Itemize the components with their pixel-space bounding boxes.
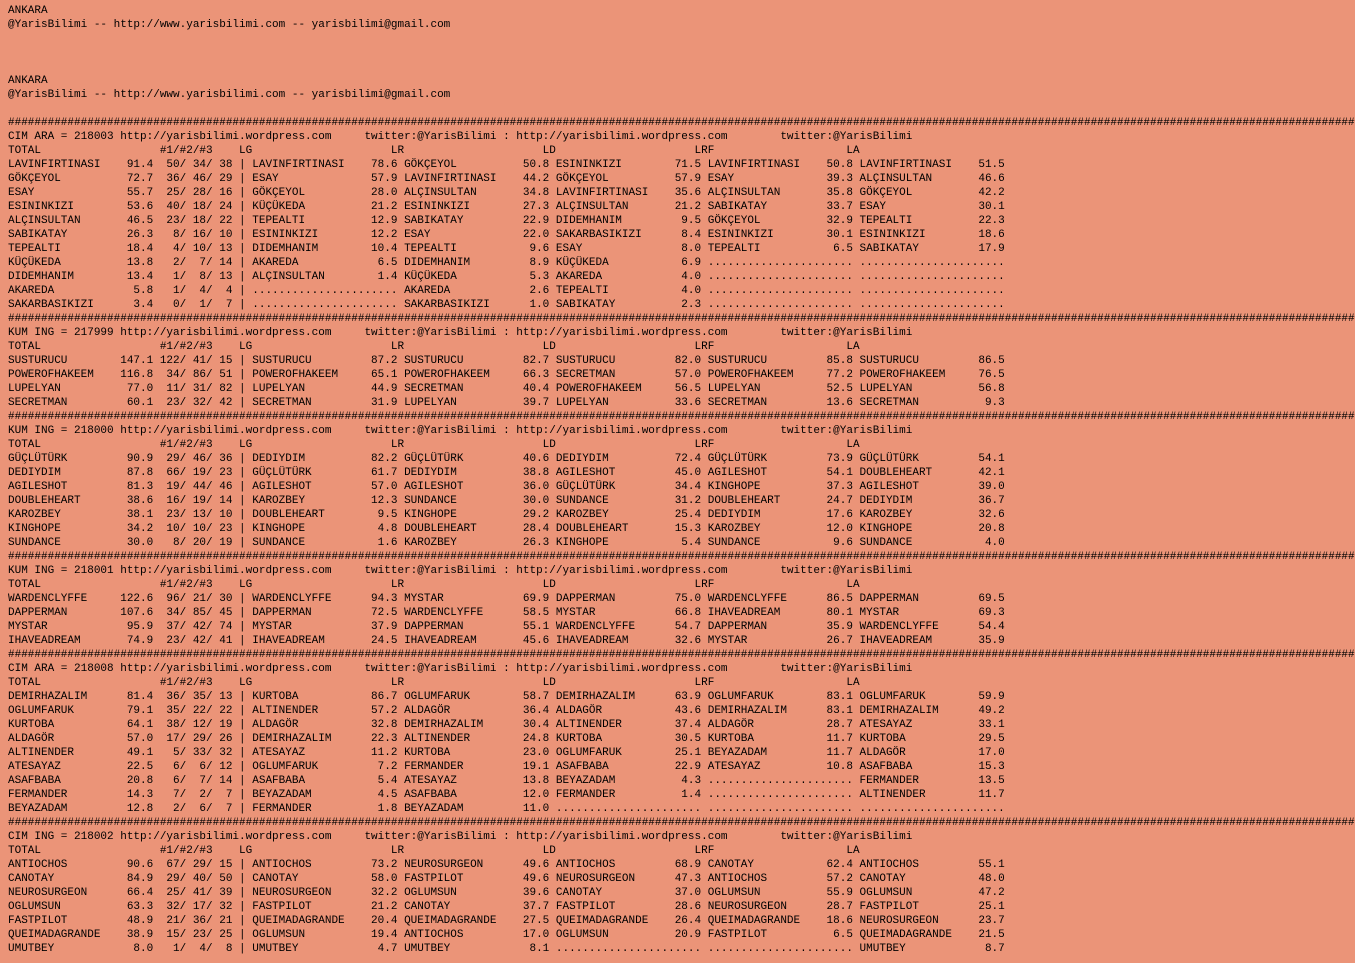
horse-row: AKAREDA 5.8 1/ 4/ 4 | ...................... AKAREDA 2.6 TEPEALTI 4.0 ...................... ...................... xyxy=(8,285,1005,297)
horse-row: DEDIYDIM 87.8 66/ 19/ 23 | GÜÇLÜTÜRK 61.7 DEDIYDIM 38.8 AGILESHOT 45.0 AGILESHOT 54.1 DOUBLEHEART 42.1 xyxy=(8,467,1005,479)
horse-row: WARDENCLYFFE 122.6 96/ 21/ 30 | WARDENCLYFFE 94.3 MYSTAR 69.9 DAPPERMAN 75.0 WARDENCLYFFE 86.5 DAPPERMAN 69.5 xyxy=(8,593,1005,605)
horse-row: LAVINFIRTINASI 91.4 50/ 34/ 38 | LAVINFIRTINASI 78.6 GÖKÇEYOL 50.8 ESININKIZI 71.5 LAVINFIRTINASI 50.8 LAVINFIRTINASI 51.5 xyxy=(8,159,1005,171)
horse-row: ATESAYAZ 22.5 6/ 6/ 12 | OGLUMFARUK 7.2 FERMANDER 19.1 ASAFBABA 22.9 ATESAYAZ 10.8 ASAFBABA 15.3 xyxy=(8,761,1005,773)
horse-row: KINGHOPE 34.2 10/ 10/ 23 | KINGHOPE 4.8 DOUBLEHEART 28.4 DOUBLEHEART 15.3 KAROZBEY 12.0 KINGHOPE 20.8 xyxy=(8,523,1005,535)
race-header: KUM ING = 218000 http://yarisbilimi.wordpress.com twitter:@YarisBilimi : http://yarisbilimi.wordpress.com twitter:@YarisBilimi xyxy=(8,425,913,437)
horse-row: QUEIMADAGRANDE 38.9 15/ 23/ 25 | OGLUMSUN 19.4 ANTIOCHOS 17.0 OGLUMSUN 20.9 FASTPILOT 6.5 QUEIMADAGRANDE 21.5 xyxy=(8,929,1005,941)
horse-row: ALTINENDER 49.1 5/ 33/ 32 | ATESAYAZ 11.2 KURTOBA 23.0 OGLUMFARUK 25.1 BEYAZADAM 11.7 ALDAGÖR 17.0 xyxy=(8,747,1005,759)
section-divider: ############################################################################################################################################################################################################ xyxy=(8,551,1355,563)
blank-line xyxy=(8,46,1073,60)
horse-row: GÖKÇEYOL 72.7 36/ 46/ 29 | ESAY 57.9 LAVINFIRTINASI 44.2 GÖKÇEYOL 57.9 ESAY 39.3 ALÇINSULTAN 46.6 xyxy=(8,173,1005,185)
horse-row: NEUROSURGEON 66.4 25/ 41/ 39 | NEUROSURGEON 32.2 OGLUMSUN 39.6 CANOTAY 37.0 OGLUMSUN 55.9 OGLUMSUN 47.2 xyxy=(8,887,1005,899)
horse-row: CANOTAY 84.9 29/ 40/ 50 | CANOTAY 58.0 FASTPILOT 49.6 NEUROSURGEON 47.3 ANTIOCHOS 57.2 CANOTAY 48.0 xyxy=(8,873,1005,885)
horse-row: TEPEALTI 18.4 4/ 10/ 13 | DIDEMHANIM 10.4 TEPEALTI 9.6 ESAY 8.0 TEPEALTI 6.5 SABIKATAY 17.9 xyxy=(8,243,1005,255)
horse-row: ALDAGÖR 57.0 17/ 29/ 26 | DEMIRHAZALIM 22.3 ALTINENDER 24.8 KURTOBA 30.5 KURTOBA 11.7 KURTOBA 29.5 xyxy=(8,733,1005,745)
race-header: CIM ING = 218002 http://yarisbilimi.wordpress.com twitter:@YarisBilimi : http://yarisbilimi.wordpress.com twitter:@YarisBilimi xyxy=(8,831,913,843)
race-header: KUM ING = 217999 http://yarisbilimi.wordpress.com twitter:@YarisBilimi : http://yarisbilimi.wordpress.com twitter:@YarisBilimi xyxy=(8,327,913,339)
horse-row: SUSTURUCU 147.1 122/ 41/ 15 | SUSTURUCU 87.2 SUSTURUCU 82.7 SUSTURUCU 82.0 SUSTURUCU 85.8 SUSTURUCU 86.5 xyxy=(8,355,1005,367)
contact-line: @YarisBilimi -- http://www.yarisbilimi.com -- yarisbilimi@gmail.com xyxy=(8,19,451,31)
horse-row: OGLUMFARUK 79.1 35/ 22/ 22 | ALTINENDER 57.2 ALDAGÖR 36.4 ALDAGÖR 43.6 DEMIRHAZALIM 83.1 DEMIRHAZALIM 49.2 xyxy=(8,705,1005,717)
horse-row: DIDEMHANIM 13.4 1/ 8/ 13 | ALÇINSULTAN 1.4 KÜÇÜKEDA 5.3 AKAREDA 4.0 ...................... ...................... xyxy=(8,271,1005,283)
horse-row: IHAVEADREAM 74.9 23/ 42/ 41 | IHAVEADREAM 24.5 IHAVEADREAM 45.6 IHAVEADREAM 32.6 MYSTAR 26.7 IHAVEADREAM 35.9 xyxy=(8,635,1005,647)
section-divider: ############################################################################################################################################################################################################ xyxy=(8,117,1355,129)
horse-row: DEMIRHAZALIM 81.4 36/ 35/ 13 | KURTOBA 86.7 OGLUMFARUK 58.7 DEMIRHAZALIM 63.9 OGLUMFARUK 83.1 OGLUMFARUK 59.9 xyxy=(8,691,1005,703)
horse-row: FERMANDER 14.3 7/ 2/ 7 | BEYAZADAM 4.5 ASAFBABA 12.0 FERMANDER 1.4 ...................... ALTINENDER 11.7 xyxy=(8,789,1005,801)
horse-row: ESAY 55.7 25/ 28/ 16 | GÖKÇEYOL 28.0 ALÇINSULTAN 34.8 LAVINFIRTINASI 35.6 ALÇINSULTAN 35.8 GÖKÇEYOL 42.2 xyxy=(8,187,1005,199)
horse-row: LUPELYAN 77.0 11/ 31/ 82 | LUPELYAN 44.9 SECRETMAN 40.4 POWEROFHAKEEM 56.5 LUPELYAN 52.5 LUPELYAN 56.8 xyxy=(8,383,1005,395)
column-header: TOTAL #1/#2/#3 LG LR LD LRF LA xyxy=(8,439,860,451)
column-header: TOTAL #1/#2/#3 LG LR LD LRF LA xyxy=(8,145,860,157)
race-header: CIM ARA = 218003 http://yarisbilimi.wordpress.com twitter:@YarisBilimi : http://yarisbilimi.wordpress.com twitter:@YarisBilimi xyxy=(8,131,913,143)
section-divider: ############################################################################################################################################################################################################ xyxy=(8,817,1355,829)
horse-row: OGLUMSUN 63.3 32/ 17/ 32 | FASTPILOT 21.2 CANOTAY 37.7 FASTPILOT 28.6 NEUROSURGEON 28.7 FASTPILOT 25.1 xyxy=(8,901,1005,913)
column-header: TOTAL #1/#2/#3 LG LR LD LRF LA xyxy=(8,845,860,857)
horse-row: FASTPILOT 48.9 21/ 36/ 21 | QUEIMADAGRANDE 20.4 QUEIMADAGRANDE 27.5 QUEIMADAGRANDE 26.4 QUEIMADAGRANDE 18.6 NEUROSURGEON 23.7 xyxy=(8,915,1005,927)
horse-row: KÜÇÜKEDA 13.8 2/ 7/ 14 | AKAREDA 6.5 DIDEMHANIM 8.9 KÜÇÜKEDA 6.9 ...................... ...................... xyxy=(8,257,1005,269)
horse-row: SUNDANCE 30.0 8/ 20/ 19 | SUNDANCE 1.6 KAROZBEY 26.3 KINGHOPE 5.4 SUNDANCE 9.6 SUNDANCE 4.0 xyxy=(8,537,1005,549)
horse-row: SECRETMAN 60.1 23/ 32/ 42 | SECRETMAN 31.9 LUPELYAN 39.7 LUPELYAN 33.6 SECRETMAN 13.6 SECRETMAN 9.3 xyxy=(8,397,1005,409)
city-title: ANKARA xyxy=(8,5,48,17)
race-header: CIM ARA = 218008 http://yarisbilimi.wordpress.com twitter:@YarisBilimi : http://yarisbilimi.wordpress.com twitter:@YarisBilimi xyxy=(8,663,913,675)
horse-row: ALÇINSULTAN 46.5 23/ 18/ 22 | TEPEALTI 12.9 SABIKATAY 22.9 DIDEMHANIM 9.5 GÖKÇEYOL 32.9 TEPEALTI 22.3 xyxy=(8,215,1005,227)
column-header: TOTAL #1/#2/#3 LG LR LD LRF LA xyxy=(8,579,860,591)
horse-row: POWEROFHAKEEM 116.8 34/ 86/ 51 | POWEROFHAKEEM 65.1 POWEROFHAKEEM 66.3 SECRETMAN 57.0 POWEROFHAKEEM 77.2 POWEROFHAKEEM 76.5 xyxy=(8,369,1005,381)
horse-row: UMUTBEY 8.0 1/ 4/ 8 | UMUTBEY 4.7 UMUTBEY 8.1 ...................... ...................... UMUTBEY 8.7 xyxy=(8,943,1005,955)
column-header: TOTAL #1/#2/#3 LG LR LD LRF LA xyxy=(8,341,860,353)
section-divider: ############################################################################################################################################################################################################ xyxy=(8,649,1355,661)
horse-row: ESININKIZI 53.6 40/ 18/ 24 | KÜÇÜKEDA 21.2 ESININKIZI 27.3 ALÇINSULTAN 21.2 SABIKATAY 33.7 ESAY 30.1 xyxy=(8,201,1005,213)
city-title: ANKARA xyxy=(8,75,48,87)
section-divider: ############################################################################################################################################################################################################ xyxy=(8,411,1355,423)
blank-line xyxy=(8,102,1073,116)
contact-line: @YarisBilimi -- http://www.yarisbilimi.com -- yarisbilimi@gmail.com xyxy=(8,89,451,101)
horse-row: GÜÇLÜTÜRK 90.9 29/ 46/ 36 | DEDIYDIM 82.2 GÜÇLÜTÜRK 40.6 DEDIYDIM 72.4 GÜÇLÜTÜRK 73.9 GÜÇLÜTÜRK 54.1 xyxy=(8,453,1005,465)
horse-row: ASAFBABA 20.8 6/ 7/ 14 | ASAFBABA 5.4 ATESAYAZ 13.8 BEYAZADAM 4.3 ...................... FERMANDER 13.5 xyxy=(8,775,1005,787)
horse-row: KAROZBEY 38.1 23/ 13/ 10 | DOUBLEHEART 9.5 KINGHOPE 29.2 KAROZBEY 25.4 DEDIYDIM 17.6 KAROZBEY 32.6 xyxy=(8,509,1005,521)
horse-row: BEYAZADAM 12.8 2/ 6/ 7 | FERMANDER 1.8 BEYAZADAM 11.0 ...................... ...................... ...................... xyxy=(8,803,1005,815)
race-header: KUM ING = 218001 http://yarisbilimi.wordpress.com twitter:@YarisBilimi : http://yarisbilimi.wordpress.com twitter:@YarisBilimi xyxy=(8,565,913,577)
horse-row: SAKARBASIKIZI 3.4 0/ 1/ 7 | ...................... SAKARBASIKIZI 1.0 SABIKATAY 2.3 ...................... ...................... xyxy=(8,299,1005,311)
column-header: TOTAL #1/#2/#3 LG LR LD LRF LA xyxy=(8,677,860,689)
horse-row: SABIKATAY 26.3 8/ 16/ 10 | ESININKIZI 12.2 ESAY 22.0 SAKARBASIKIZI 8.4 ESININKIZI 30.1 ESININKIZI 18.6 xyxy=(8,229,1005,241)
section-divider: ############################################################################################################################################################################################################ xyxy=(8,313,1355,325)
horse-row: AGILESHOT 81.3 19/ 44/ 46 | AGILESHOT 57.0 AGILESHOT 36.0 GÜÇLÜTÜRK 34.4 KINGHOPE 37.3 AGILESHOT 39.0 xyxy=(8,481,1005,493)
horse-row: MYSTAR 95.9 37/ 42/ 74 | MYSTAR 37.9 DAPPERMAN 55.1 WARDENCLYFFE 54.7 DAPPERMAN 35.9 WARDENCLYFFE 54.4 xyxy=(8,621,1005,633)
horse-row: DAPPERMAN 107.6 34/ 85/ 45 | DAPPERMAN 72.5 WARDENCLYFFE 58.5 MYSTAR 66.8 IHAVEADREAM 80.1 MYSTAR 69.3 xyxy=(8,607,1005,619)
horse-row: ANTIOCHOS 90.6 67/ 29/ 15 | ANTIOCHOS 73.2 NEUROSURGEON 49.6 ANTIOCHOS 68.9 CANOTAY 62.4 ANTIOCHOS 55.1 xyxy=(8,859,1005,871)
horse-row: KURTOBA 64.1 38/ 12/ 19 | ALDAGÖR 32.8 DEMIRHAZALIM 30.4 ALTINENDER 37.4 ALDAGÖR 28.7 ATESAYAZ 33.1 xyxy=(8,719,1005,731)
blank-line xyxy=(8,60,1073,74)
horse-row: DOUBLEHEART 38.6 16/ 19/ 14 | KAROZBEY 12.3 SUNDANCE 30.0 SUNDANCE 31.2 DOUBLEHEART 24.7 DEDIYDIM 36.7 xyxy=(8,495,1005,507)
blank-line xyxy=(8,32,1073,46)
